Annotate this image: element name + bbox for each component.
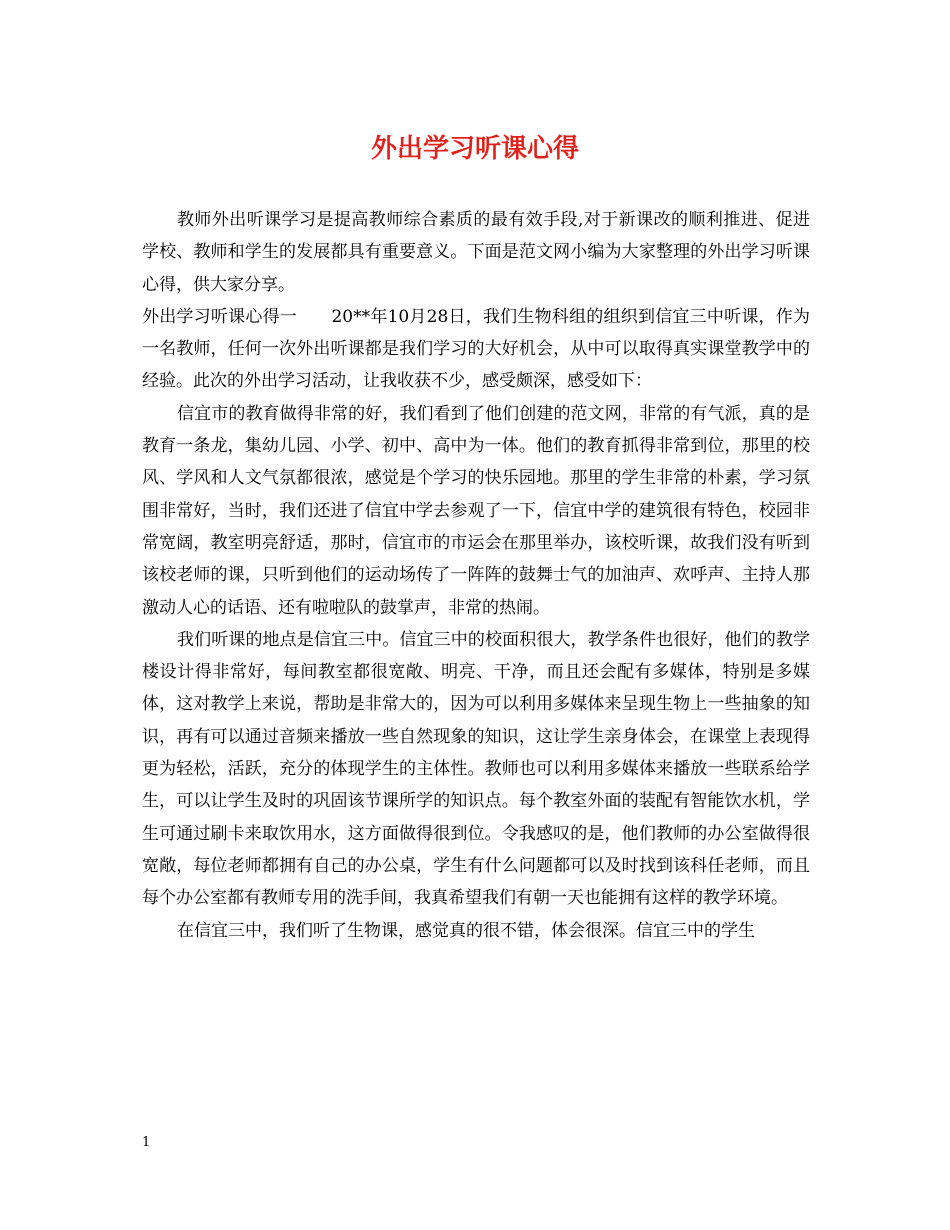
paragraph-section-one: 外出学习听课心得一 20**年10月28日，我们生物科组的组织到信宜三中听课，作为一名教师，任何一次外出听课都是我们学习的大好机会，从中可以取得真实课堂教学中的经验。此次的外出学习活动，让我收获不少，感受颇深，感受如下： [142, 306, 810, 392]
paragraph-intro: 教师外出听课学习是提高教师综合素质的最有效手段,对于新课改的顺利推进、促进学校、教师和学生的发展都具有重要意义。下面是范文网小编为大家整理的外出学习听课心得，供大家分享。 [142, 210, 810, 295]
paragraph-biology-class: 在信宜三中，我们听了生物课，感觉真的很不错，体会很深。信宜三中的学生 [177, 920, 755, 941]
paragraph-xinyi-school-three: 我们听课的地点是信宜三中。信宜三中的校面积很大，教学条件也很好，他们的教学楼设计得非常好，每间教室都很宽敞、明亮、干净，而且还会配有多媒体，特别是多媒体，这对教学上来说，帮助是非常大的，因为可以利用多媒体来呈现生物上一些抽象的知识，再有可以通过音频来播放一些自然现象的知识，这让学生亲身体会，在课堂上表现得更为轻松，活跃，充分的体现学生的主体性。教师也可以利用多媒体来播放一些联系给学生，可以让学生及时的巩固该节课所学的知识点。每个教室外面的装配有智能饮水机，学生可通过刷卡来取饮用水，这方面做得很到位。令我感叹的是，他们教师的办公室做得很宽敞，每位老师都拥有自己的办公桌，学生有什么问题都可以及时找到该科任老师，而且每个办公室都有教师专用的洗手间，我真希望我们有朝一天也能拥有这样的教学环境。 [142, 629, 810, 909]
page-number: 1 [142, 1135, 151, 1150]
document-body [142, 204, 810, 947]
document-title: 外出学习听课心得 [370, 134, 579, 164]
paragraph-xinyi-education: 信宜市的教育做得非常的好，我们看到了他们创建的范文网，非常的有气派，真的是教育一条龙，集幼儿园、小学、初中、高中为一体。他们的教育抓得非常到位，那里的校风、学风和人文气氛都很浓，感觉是个学习的快乐园地。那里的学生非常的朴素，学习氛围非常好，当时，我们还进了信宜中学去参观了一下，信宜中学的建筑很有特色，校园非常宽阔，教室明亮舒适，那时，信宜市的市运会在那里举办，该校听课，故我们没有听到该校老师的课，只听到他们的运动场传了一阵阵的鼓舞士气的加油声、欢呼声、主持人那激动人心的话语、还有啦啦队的鼓掌声，非常的热闹。 [142, 403, 810, 618]
